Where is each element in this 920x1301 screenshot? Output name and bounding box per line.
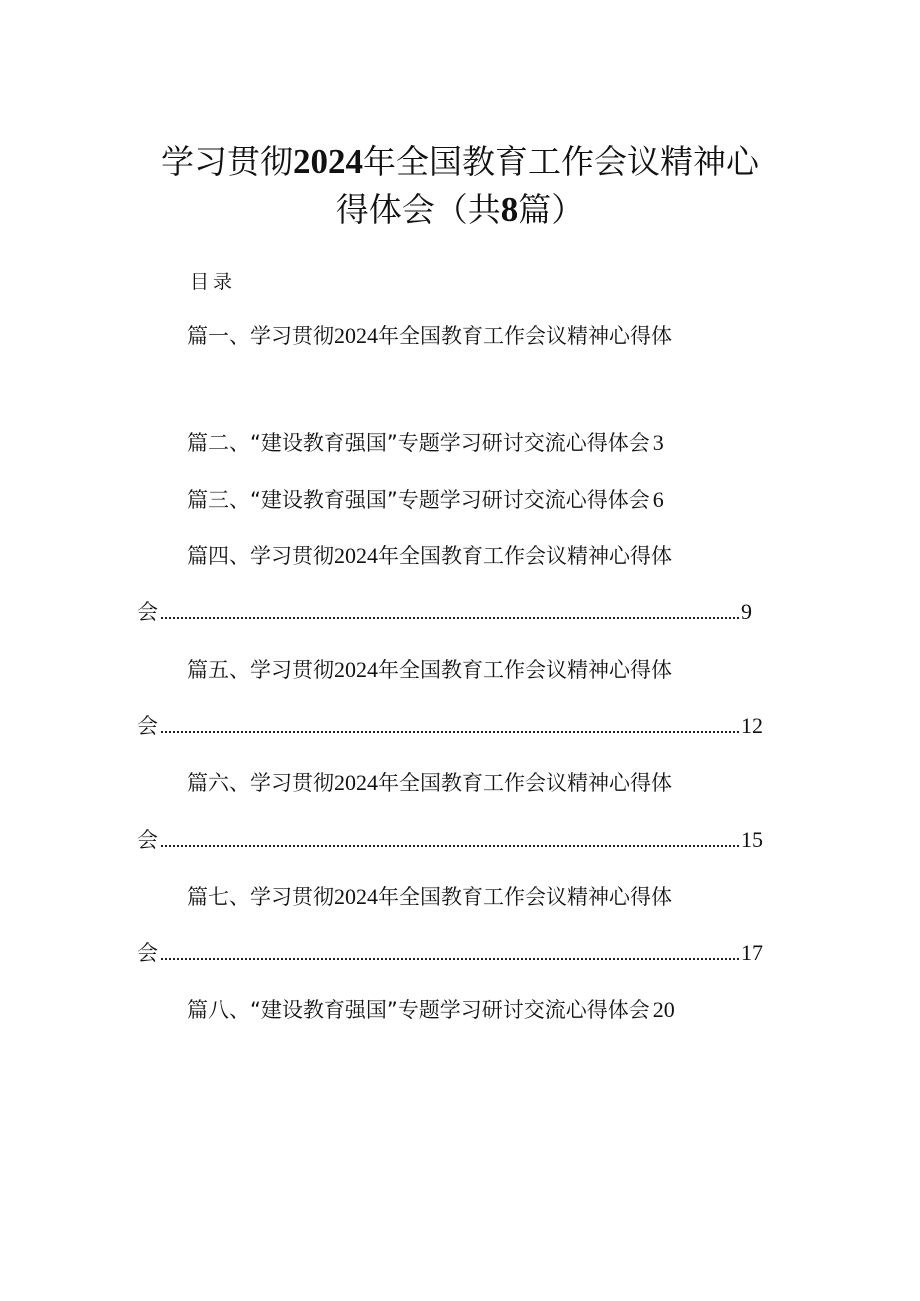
toc-entry-rest: 年全国教育工作会议精神心得体 (378, 324, 672, 348)
toc-entry-text: 篇三、“建设教育强国”专题学习研讨交流心得体会 (187, 488, 650, 512)
toc-entry-prefix: 篇一、学习贯彻 (187, 324, 334, 348)
toc-continuation-text: 会 (137, 828, 158, 852)
toc-entry-6-continuation[interactable] (137, 825, 763, 855)
toc-leader-dots (161, 731, 739, 733)
toc-entry-5[interactable] (187, 655, 672, 685)
toc-continuation-text: 会 (137, 600, 158, 624)
toc-entry-4[interactable] (187, 541, 672, 571)
title-text-b: 年全国教育工作会议精神心 (363, 142, 759, 181)
toc-page-number: 20 (652, 997, 675, 1022)
toc-entry-rest: 年全国教育工作会议精神心得体 (378, 658, 672, 682)
toc-entry-year: 2024 (334, 543, 378, 568)
toc-entry-5-continuation[interactable] (137, 711, 763, 741)
toc-continuation-text: 会 (137, 714, 158, 738)
toc-page-number: 6 (652, 487, 664, 512)
title-count: 8 (500, 190, 519, 229)
toc-continuation-text: 会 (137, 941, 158, 965)
toc-entry-4-continuation[interactable] (137, 597, 752, 627)
toc-entry-prefix: 篇六、学习贯彻 (187, 771, 334, 795)
title-year: 2024 (293, 142, 363, 181)
toc-leader-dots (161, 617, 739, 619)
toc-entry-year: 2024 (334, 657, 378, 682)
toc-entry-2[interactable] (187, 428, 664, 458)
toc-entry-1[interactable] (187, 321, 672, 351)
toc-entry-text: 篇八、“建设教育强国”专题学习研讨交流心得体会 (187, 998, 650, 1022)
toc-page-number: 17 (741, 940, 763, 965)
toc-leader-dots (161, 958, 739, 960)
toc-entry-year: 2024 (334, 770, 378, 795)
toc-page-number: 3 (652, 430, 664, 455)
toc-page-number: 12 (741, 713, 763, 738)
toc-entry-year: 2024 (334, 323, 378, 348)
toc-entry-rest: 年全国教育工作会议精神心得体 (378, 544, 672, 568)
toc-entry-prefix: 篇四、学习贯彻 (187, 544, 334, 568)
toc-entry-3[interactable] (187, 485, 664, 515)
toc-entry-rest: 年全国教育工作会议精神心得体 (378, 885, 672, 909)
document-title-line-2 (0, 190, 920, 230)
toc-entry-6[interactable] (187, 768, 672, 798)
toc-page-number: 9 (741, 599, 752, 624)
toc-entry-year: 2024 (334, 884, 378, 909)
toc-entry-8[interactable] (187, 995, 675, 1025)
toc-entry-7-continuation[interactable] (137, 938, 763, 968)
toc-entry-7[interactable] (187, 882, 672, 912)
document-title-line-1 (0, 142, 920, 182)
toc-entry-prefix: 篇五、学习贯彻 (187, 658, 334, 682)
title-text-a: 学习贯彻 (161, 142, 293, 181)
toc-leader-dots (161, 845, 739, 847)
toc-entry-prefix: 篇七、学习贯彻 (187, 885, 334, 909)
toc-entry-text: 篇二、“建设教育强国”专题学习研讨交流心得体会 (187, 431, 650, 455)
toc-heading: 目录 (190, 271, 237, 293)
toc-page-number: 15 (741, 827, 763, 852)
title-text-d: 篇） (518, 190, 585, 229)
toc-entry-rest: 年全国教育工作会议精神心得体 (378, 771, 672, 795)
title-text-c: 得体会（共 (335, 190, 501, 229)
